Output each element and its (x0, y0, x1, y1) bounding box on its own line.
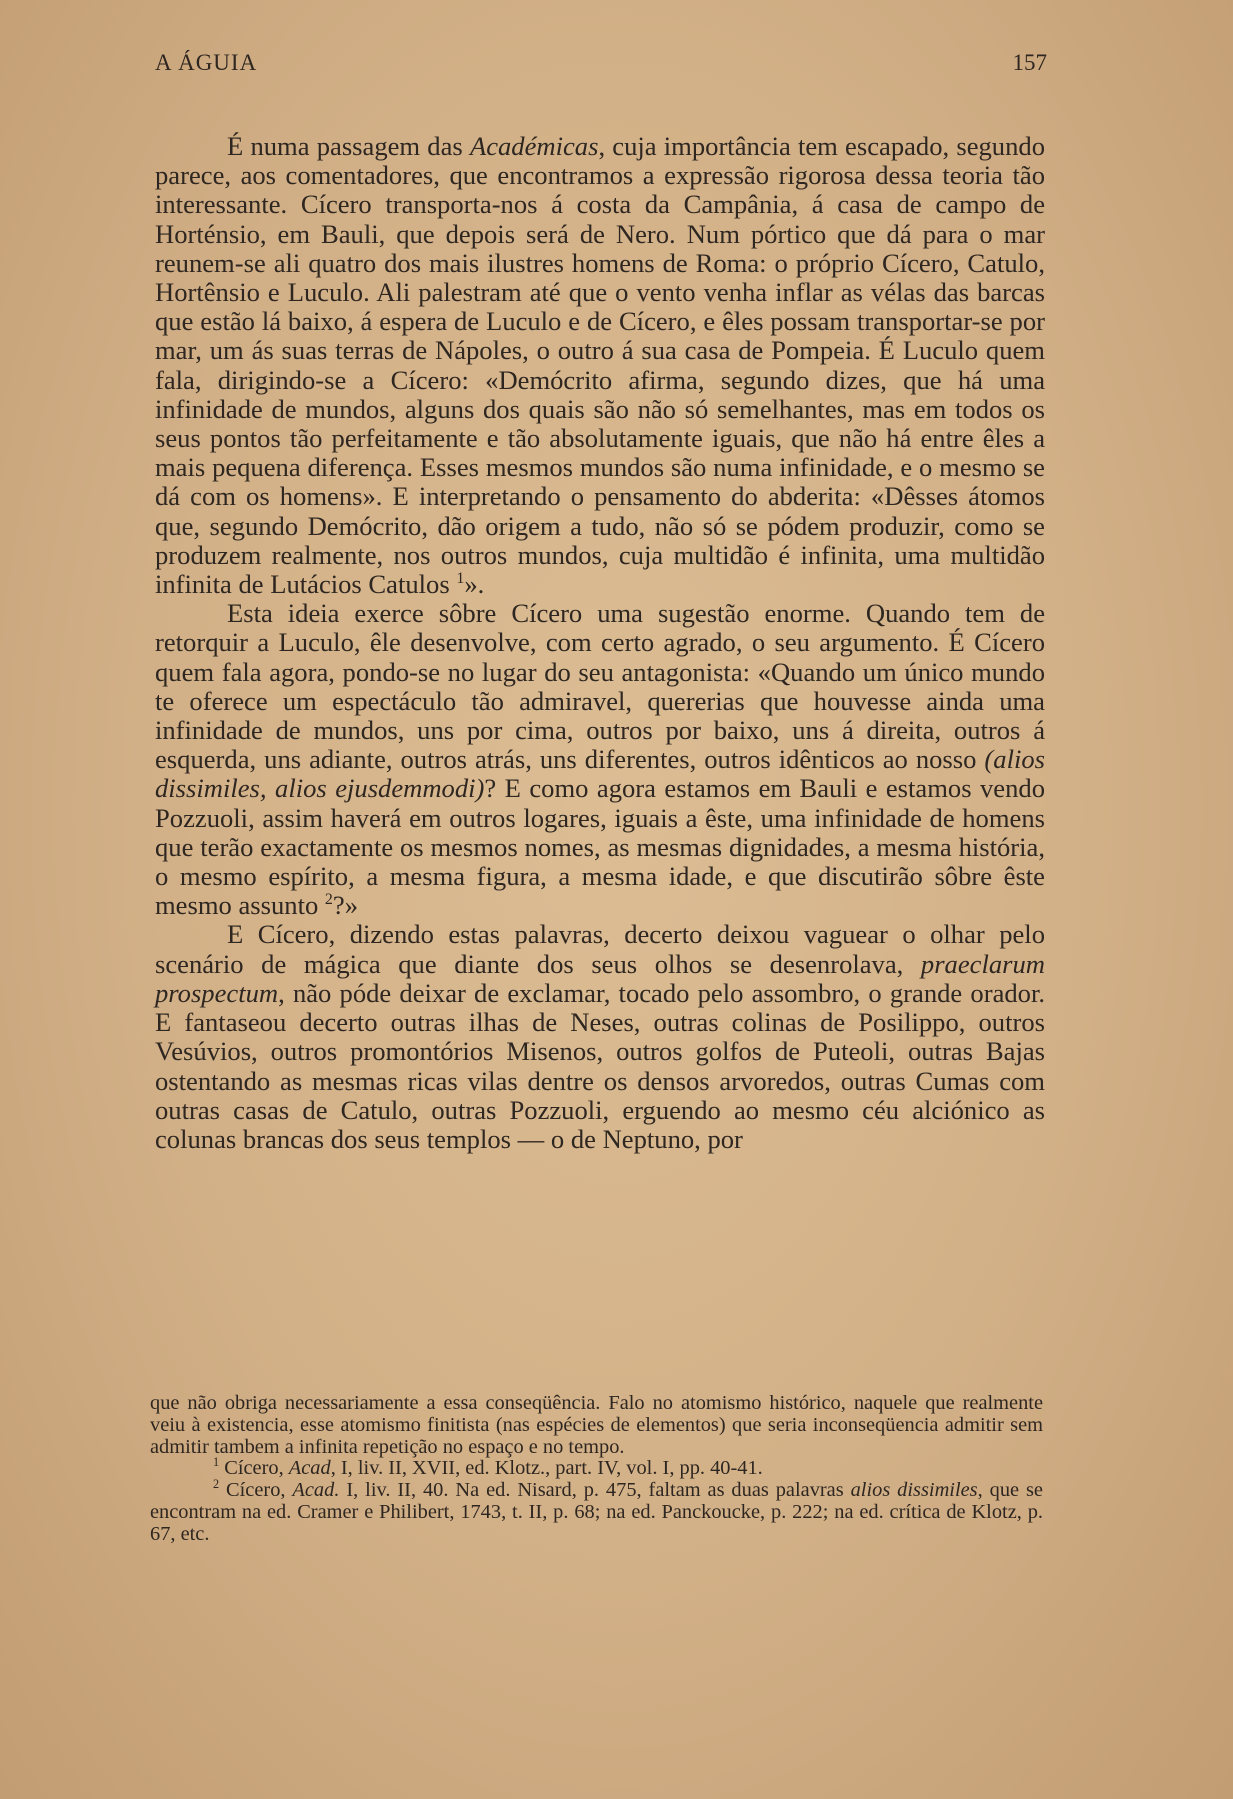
text-run: I, liv. II, 40. Na ed. Nisard, p. 475, faltam as duas palavras (339, 1479, 851, 1502)
text-run: que não obriga necessariamente a essa conseqüência. Falo no atomismo histórico, naquele que realmente veiu à existencia, esse atomismo finitista (nas espécies de elementos) que seria inconseqüencia admitir sem admitir tambem a infinita repetição no espaço e no tempo. (150, 1392, 1043, 1458)
footnote-marker: 2 (324, 891, 333, 909)
paragraph (155, 920, 1045, 1154)
footnote-marker: 1 (456, 570, 465, 588)
footnote-2 (150, 1477, 1043, 1545)
italic-text: praeclarum prospectum (155, 948, 1045, 1008)
running-title: A ÁGUIA (155, 50, 258, 75)
text-run: , cuja importância tem escapado, segundo parece, aos comentadores, que encontramos a expressão rigorosa dessa teoria tão interessante. Cícero transporta-nos á costa da Campânia, á casa de campo de Horténsio, em Bauli, que depois será de Nero. Num pórtico que dá para o mar reunem-se ali quatro dos mais ilustres homens de Roma: o próprio Cícero, Catulo, Hortênsio e Luculo. Ali palestram até que o vento venha inflar as vélas das barcas que estão lá baixo, á espera de Luculo e de Cícero, e êles possam transportar-se por mar, um ás suas terras de Nápoles, o outro á sua casa de Pompeia. É Luculo quem fala, dirigindo-se a Cícero: «Demócrito afirma, segundo dizes, que há uma infinidade de mundos, alguns dos quais são não só semelhantes, mas em todos os seus pontos tão perfeitamente e tão absolutamente iguais, que não há entre êles a mais pequena diferença. Esses mesmos mundos são numa infinidade, e o mesmo se dá com os homens». E interpretando o pensamento do abderita: «Dêsses átomos que, segundo Demócrito, dão origem a tudo, não só se pódem produzir, como se produzem realmente, nos outros mundos, cuja multidão é infinita, uma multidão infinita de Lutácios Catulos (155, 131, 1045, 600)
footnote-marker: 1 (213, 1455, 220, 1470)
italic-text: (alios dissimiles, alios ejusdemmodi) (155, 744, 1045, 804)
text-run: , I, liv. II, XVII, ed. Klotz., part. IV, vol. I, pp. 40-41. (330, 1457, 763, 1480)
footnotes (150, 1393, 1043, 1546)
text-run: , não póde deixar de exclamar, tocado pelo assombro, o grande orador. E fantaseou decerto outras ilhas de Neses, outras colinas de Posilippo, outros Vesúvios, outros promontórios Misenos, outros golfos de Puteoli, outras Bajas ostentando as mesmas ricas vilas dentre os densos arvoredos, outras Cumas com outras casas de Catulo, outras Pozzuoli, erguendo ao mesmo céu alciónico as colunas brancas dos seus templos — o de Neptuno, por (155, 977, 1045, 1154)
text-run: Cícero, (219, 1479, 293, 1502)
footnote-marker: 2 (213, 1477, 220, 1492)
paragraph (155, 132, 1045, 599)
text-run: E Cícero, dizendo estas palavras, decerto deixou vaguear o olhar pelo scenário de mágica que diante dos seus olhos se desenrolava, (155, 919, 1045, 979)
paragraph (155, 599, 1045, 920)
italic-text: alios dissimiles (850, 1479, 978, 1502)
text-run: , que se encontram na ed. Cramer e Philibert, 1743, t. II, p. 68; na ed. Panckoucke, p. 222; na ed. crítica de Klotz, p. 67, etc. (150, 1479, 1043, 1545)
running-head (155, 50, 1047, 84)
text-run: Cícero, (219, 1457, 289, 1480)
main-text (155, 132, 1045, 1154)
italic-text: Académicas (469, 131, 599, 161)
text-run: Esta ideia exerce sôbre Cícero uma sugestão enorme. Quando tem de retorquir a Luculo, êle desenvolve, com certo agrado, o seu argumento. É Cícero quem fala agora, pondo-se no lugar do seu antagonista: «Quando um único mundo te oferece um espectáculo tão admiravel, quererias que houvesse ainda uma infinidade de mundos, uns por cima, outros por baixo, uns á direita, outros á esquerda, uns adiante, outros atrás, uns diferentes, outros idênticos ao nosso (155, 598, 1045, 775)
page-number: 157 (1012, 50, 1047, 75)
text-run: ? E como agora estamos em Bauli e estamos vendo Pozzuoli, assim haverá em outros logares, iguais a êste, uma infinidade de homens que terão exactamente os mesmos nomes, as mesmas dignidades, a mesma história, o mesmo espírito, a mesma figura, a mesma idade, e que discutirão sôbre êste mesmo assunto (155, 773, 1045, 921)
footnote-1 (150, 1455, 1043, 1480)
text-run: ». (464, 569, 485, 600)
text-run: É numa passagem das (227, 131, 470, 161)
italic-text: Acad (288, 1457, 331, 1480)
italic-text: Acad. (292, 1479, 340, 1502)
footnote-continuation (150, 1393, 1043, 1458)
text-run: ?» (332, 890, 358, 921)
